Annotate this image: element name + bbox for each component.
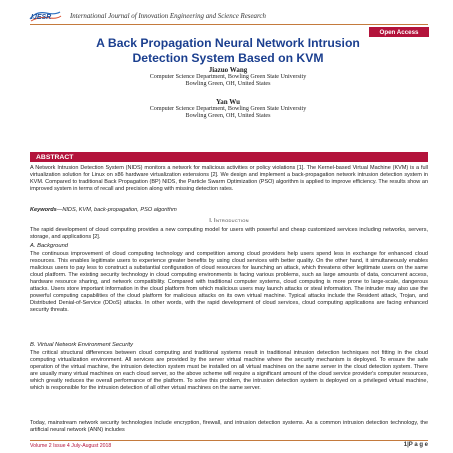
author-block-2 <box>30 98 426 120</box>
section-number: I. <box>209 218 213 224</box>
keywords-value: —NIDS, KVM, back-propagation, PSO algorithm <box>56 207 177 213</box>
keywords-label: Keywords <box>30 207 57 213</box>
intro-paragraph: The rapid development of cloud computing provides a new computing model for users with powerful and cheap customized services including networks, servers, storage, and applications [2]. <box>30 227 428 241</box>
journal-header <box>28 9 428 23</box>
security-paragraph-2: Today, mainstream network security technologies include encryption, firewall, and intrusion detection systems. As a common intrusion detection technology, the artificial neural network (ANN) includes <box>30 420 428 434</box>
author-name: Yan Wu <box>215 98 241 106</box>
section-title: Introduction <box>214 218 249 224</box>
logo-swirl-icon <box>28 10 62 22</box>
author-block-1 <box>30 66 426 88</box>
journal-logo <box>28 10 62 22</box>
background-paragraph: The continuous improvement of cloud computing technology and competition among cloud providers help users spend less in exchange for enhanced cloud resources. This enables legitimate users to experience greater benefits by using cloud services with better quality. On the other hand, it simultaneously enables malicious users to pay less to construct a substantial configuration of cloud resources for launching an attack, which threatens other legitimate users on the same cloud platform. The existing security technology in cloud computing environments is facing various problems, such as large amounts of data, concurrent access, hardware resource sharing, and network compatibility. Compared with traditional computer systems, cloud computing is more prone to large-scale, dangerous attacks. Users store important information in the cloud platform from which malicious users may launch attacks or steal information. The intruder may also use the powerful computing capabilities of the cloud platform for malicious attacks on its own virtual machine. Typical attacks include the Resident attack, Trojan, and Distributed Denial-of-Service (DDoS) attacks. In other words, with the rapid development of cloud services, cloud computing applications are facing enhanced security threats. <box>30 251 428 314</box>
open-access-badge: Open Access <box>369 27 429 37</box>
abstract-heading: ABSTRACT <box>30 152 428 162</box>
security-paragraph-1: The critical structural differences between cloud computing and traditional systems result in traditional intrusion detection techniques not fitting in the cloud computing virtualization environment. All services are provided by the server virtual machine where the security mechanism is deployed. To ensure the safe operation of the virtual machine, the intrusion detection system must be installed on all virtual machines on the same server in the cloud detection system. There are usually many virtual machines on each cloud server, so the above scheme will require a significant amount of the cloud service provider's computer resources, which greatly reduces the overall performance of the platform. To solve this problem, the intrusion detection system is deployed on a privileged virtual machine, which is responsible for the intrusion detection of all other virtual machines on the same server. <box>30 350 428 392</box>
abstract-text: A Network Intrusion Detection System (NIDS) monitors a network for malicious activities or policy violations [1]. The Kernel-based Virtual Machine (KVM) is a full virtualization solution for Linux on x86 hardware virtualization extensions [2]. We design and implement a back-propagation network intrusion detection system in KVM. Compared to traditional Back Propagation (BP) NIDS, the Particle Swarm Optimization (PSO) algorithm is applied to improve efficiency. The results show an improved system in terms of recall and precision along with missing detection rates. <box>30 165 428 193</box>
page-number: 1|P a g e <box>403 442 428 448</box>
logo-text: IJESR <box>31 14 52 21</box>
journal-name: International Journal of Innovation Engineering and Science Research <box>70 12 266 20</box>
author-location: Bowling Green, OH, United States <box>185 113 271 120</box>
paper-title <box>30 36 426 65</box>
keywords-line <box>30 207 428 214</box>
subsection-security: B. Virtual Network Environment Security <box>30 342 133 348</box>
author-location: Bowling Green, OH, United States <box>185 81 271 88</box>
title-line-1: A Back Propagation Neural Network Intrusion <box>96 36 360 50</box>
header-rule <box>30 24 428 25</box>
subsection-background: A. Background <box>30 243 69 249</box>
footer-rule <box>30 440 428 441</box>
footer-volume: Volume 2 Issue 4 July-August 2018 <box>30 443 112 449</box>
title-line-2: Detection System Based on KVM <box>132 50 324 65</box>
author-department: Computer Science Department, Bowling Green State University <box>149 74 307 80</box>
author-department: Computer Science Department, Bowling Green State University <box>149 106 307 112</box>
section-heading <box>30 218 428 224</box>
author-name: Jiazuo Wang <box>208 66 248 74</box>
